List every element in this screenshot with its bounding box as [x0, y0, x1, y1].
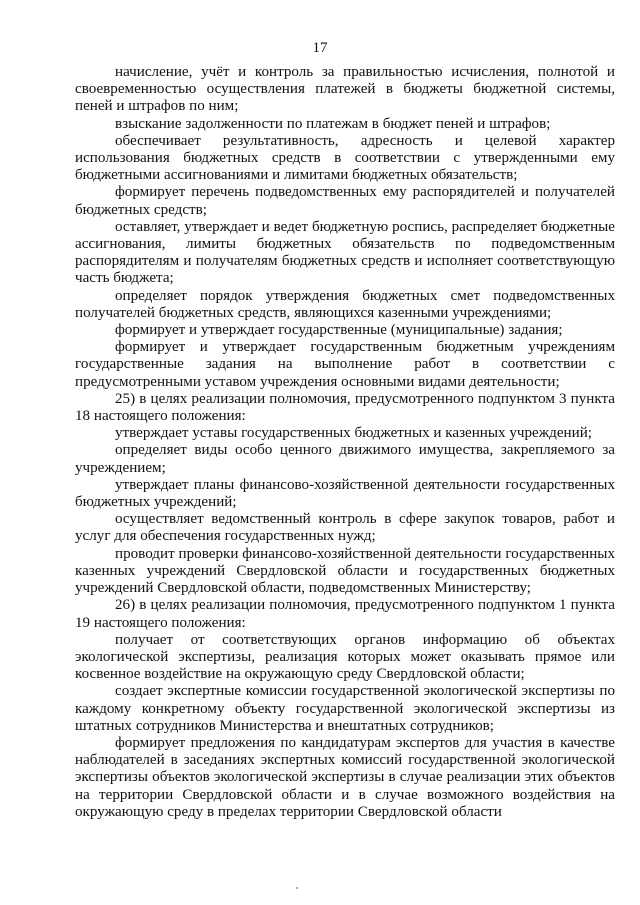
paragraph: формирует и утверждает государственные (муниципальные) задания; — [115, 322, 563, 339]
paragraph: обеспечивает результативность, адресность и целевой характер использования бюджетных средств в соответствии с утвержденными ему бюджетными ассигнованиями и лимитами бюджетных обязательств; — [75, 132, 615, 184]
paragraph: проводит проверки финансово-хозяйственной деятельности государственных казенных учреждений Свердловской области и государственных бюджетных учреждений Свердловской области, подведомственных Министерству; — [75, 545, 615, 597]
paragraph: осуществляет ведомственный контроль в сфере закупок товаров, работ и услуг для обеспечения государственных нужд; — [75, 511, 615, 545]
paragraph: получает от соответствующих органов информацию об объектах экологической экспертизы, реализация которых может оказывать прямое или косвенное воздействие на окружающую среду Свердловской области; — [75, 631, 615, 683]
paragraph: 25) в целях реализации полномочия, предусмотренного подпунктом 3 пункта 18 настоящего положения: — [75, 390, 615, 425]
scan-artifact — [296, 887, 298, 889]
paragraph: оставляет, утверждает и ведет бюджетную роспись, распределяет бюджетные ассигнования, лимиты бюджетных обязательств по подведомственным распорядителям и получателям бюджетных средств и исполняет соответствующую часть бюджета; — [75, 218, 615, 287]
paragraph: утверждает планы финансово-хозяйственной деятельности государственных бюджетных учреждений; — [75, 476, 615, 511]
paragraph: 26) в целях реализации полномочия, предусмотренного подпунктом 1 пункта 19 настоящего положения: — [75, 597, 615, 631]
paragraph: утверждает уставы государственных бюджетных и казенных учреждений; — [115, 425, 592, 442]
paragraph: определяет порядок утверждения бюджетных смет подведомственных получателей бюджетных средств, являющихся казенными учреждениями; — [75, 287, 615, 321]
paragraph: создает экспертные комиссии государственной экологической экспертизы по каждому конкретному объекту государственной экологической экспертизы из штатных сотрудников Министерства и внештатных сотрудников; — [75, 683, 615, 734]
paragraph: формирует предложения по кандидатурам экспертов для участия в качестве наблюдателей в заседаниях экспертных комиссий государственной экологической экспертизы объектов экологической экспертизы в случае реализации этих объектов на территории Свердловской области и в случае возможного воздействия на окружающую среду в пределах территории Свердловской области — [75, 734, 615, 820]
paragraph: взыскание задолженности по платежам в бюджет пеней и штрафов; — [115, 115, 551, 132]
paragraph: определяет виды особо ценного движимого имущества, закрепляемого за учреждением; — [75, 442, 615, 476]
page-number: 17 — [312, 40, 328, 56]
document-body — [75, 64, 615, 821]
paragraph: формирует и утверждает государственным бюджетным учреждениям государственные задания на выполнение работ в соответствии с предусмотренными уставом учреждения основными видами деятельности; — [75, 339, 615, 390]
paragraph: начисление, учёт и контроль за правильностью исчисления, полнотой и своевременностью осуществления платежей в бюджеты бюджетной системы, пеней и штрафов по ним; — [75, 64, 615, 115]
paragraph: формирует перечень подведомственных ему распорядителей и получателей бюджетных средств; — [75, 184, 615, 218]
